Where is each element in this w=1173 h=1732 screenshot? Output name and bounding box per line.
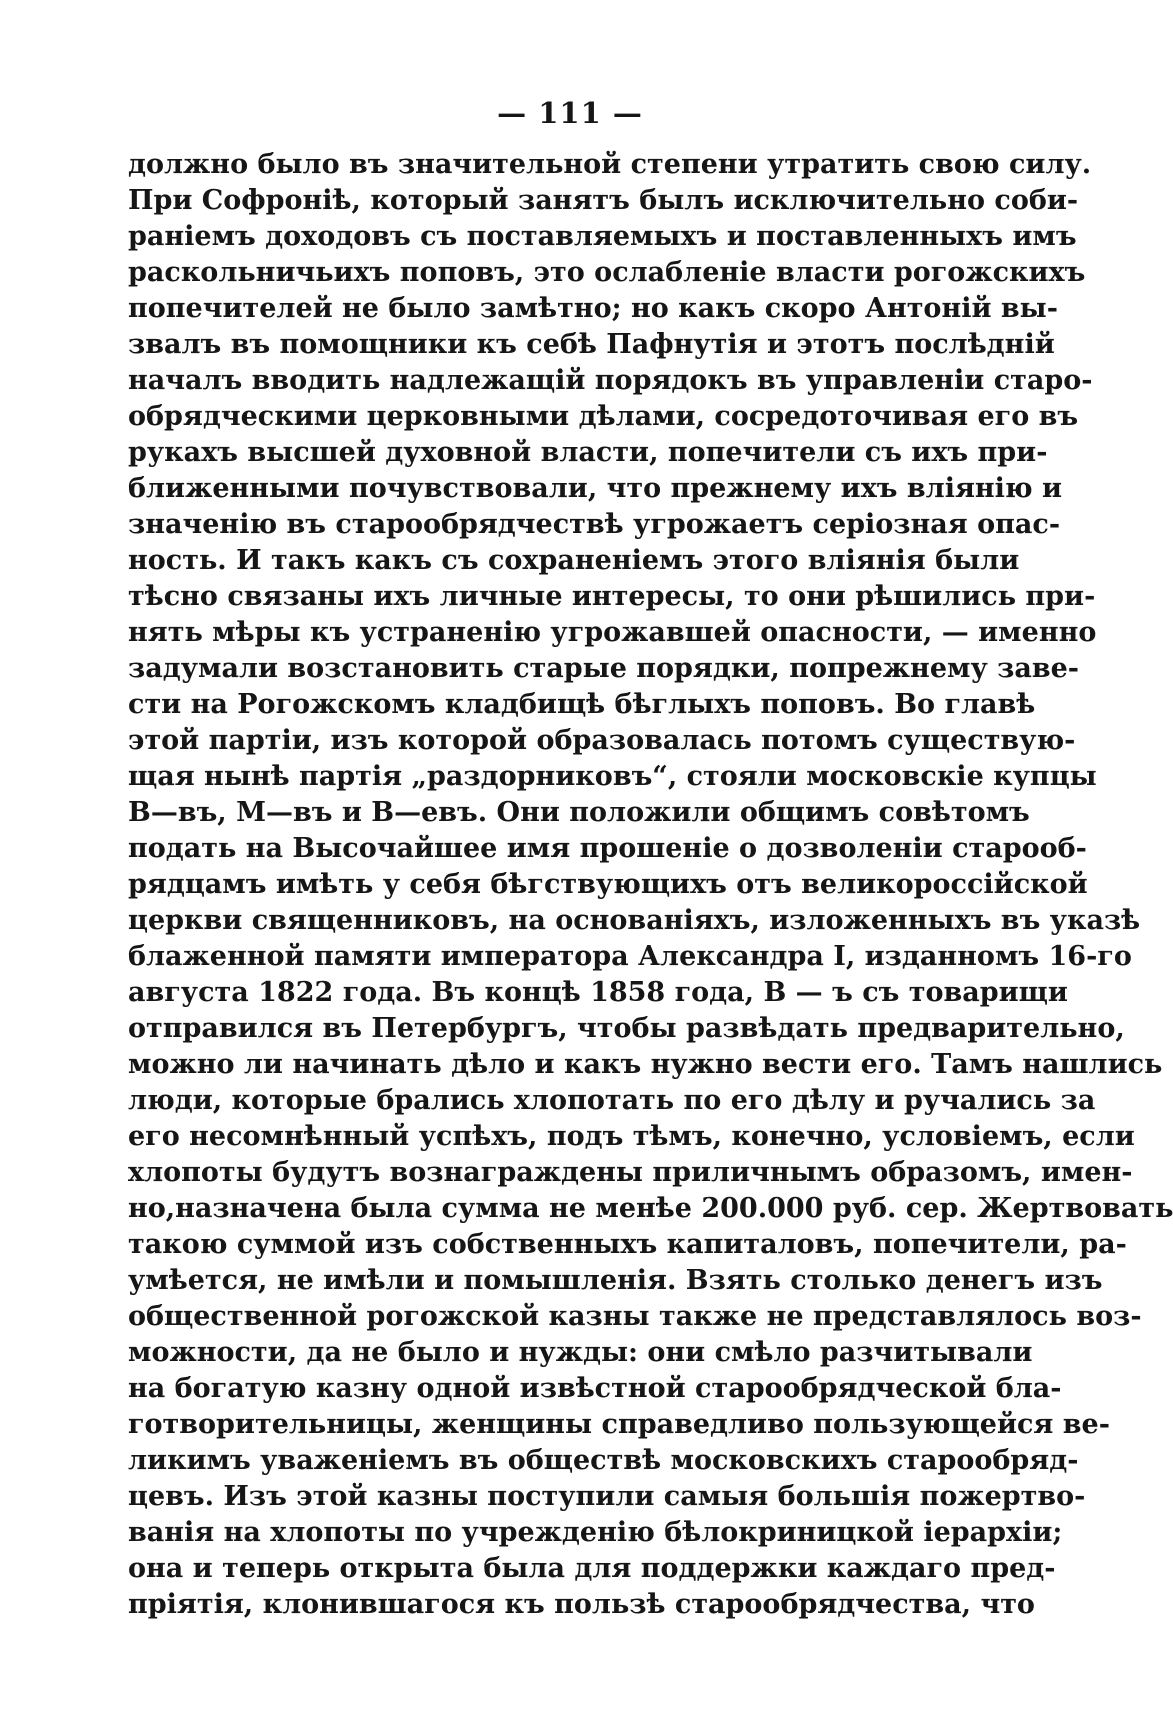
text-line: этой партіи, изъ которой образовалась потомъ существую- (128, 725, 1076, 756)
page-number: — 111 — (497, 96, 643, 130)
text-line: его несомнѣнный успѣхъ, подъ тѣмъ, конечно, условіемъ, если (128, 1121, 1135, 1152)
text-line: но,назначена была сумма не менѣе 200.000 руб. сер. Жертвовать (128, 1193, 1173, 1224)
text-line: она и теперь открыта была для поддержки каждаго пред- (128, 1553, 1056, 1584)
text-line: ближенными почувствовали, что прежнему ихъ вліянію и (128, 473, 1063, 504)
text-line: сти на Рогожскомъ кладбищѣ бѣглыхъ поповъ. Во главѣ (128, 689, 1036, 720)
text-line: блаженной памяти императора Александра I, изданномъ 16-го (128, 941, 1132, 972)
text-line: рядцамъ имѣть у себя бѣгствующихъ отъ великороссійской (128, 869, 1088, 900)
text-line: попечителей не было замѣтно; но какъ скоро Антоній вы- (128, 293, 1058, 324)
text-line: отправился въ Петербургъ, чтобы развѣдать предварительно, (128, 1013, 1125, 1044)
text-line: раніемъ доходовъ съ поставляемыхъ и поставленныхъ имъ (128, 221, 1077, 252)
text-line: началъ вводить надлежащій порядокъ въ управленіи старо- (128, 365, 1093, 396)
text-line: умѣется, не имѣли и помышленія. Взять столько денегъ изъ (128, 1265, 1103, 1296)
text-line: церкви священниковъ, на основаніяхъ, изложенныхъ въ указѣ (128, 905, 1141, 936)
text-line: В—въ, М—въ и В—евъ. Они положили общимъ совѣтомъ (128, 797, 1030, 828)
text-line: обрядческими церковными дѣлами, сосредоточивая его въ (128, 401, 1079, 432)
text-line: значенію въ старообрядчествѣ угрожаетъ серіозная опас- (128, 509, 1061, 540)
text-line: нять мѣры къ устраненію угрожавшей опасности, — именно (128, 617, 1097, 648)
text-line: должно было въ значительной степени утратить свою силу. (128, 149, 1092, 180)
text-line: ность. И такъ какъ съ сохраненіемъ этого вліянія были (128, 545, 1020, 576)
text-line: можно ли начинать дѣло и какъ нужно вести его. Тамъ нашлись (128, 1049, 1163, 1080)
text-line: хлопоты будутъ вознаграждены приличнымъ образомъ, имен- (128, 1157, 1133, 1188)
text-line: ликимъ уваженіемъ въ обществѣ московскихъ старообряд- (128, 1445, 1079, 1476)
text-line: задумали возстановить старые порядки, попрежнему заве- (128, 653, 1079, 684)
text-line: раскольничьихъ поповъ, это ослабленіе власти рогожскихъ (128, 257, 1086, 288)
text-line: рукахъ высшей духовной власти, попечители съ ихъ при- (128, 437, 1048, 468)
text-line: тѣсно связаны ихъ личные интересы, то они рѣшились при- (128, 581, 1096, 612)
text-line: такою суммой изъ собственныхъ капиталовъ, попечители, ра- (128, 1229, 1127, 1260)
text-line: августа 1822 года. Въ концѣ 1858 года, В — ъ съ товарищи (128, 977, 1068, 1008)
text-line: пріятія, клонившагося къ пользѣ старообрядчества, что (128, 1589, 1035, 1620)
text-line: люди, которые брались хлопотать по его дѣлу и ручались за (128, 1085, 1096, 1116)
text-line: общественной рогожской казны также не представлялось воз- (128, 1301, 1142, 1332)
text-line: звалъ въ помощники къ себѣ Пафнутія и этотъ послѣдній (128, 329, 1055, 360)
text-line: щая нынѣ партія „раздорниковъ“, стояли московскіе купцы (128, 761, 1097, 792)
text-line: цевъ. Изъ этой казны поступили самыя большія пожертво- (128, 1481, 1086, 1512)
text-line: можности, да не было и нужды: они смѣло разчитывали (128, 1337, 1033, 1368)
text-line: готворительницы, женщины справедливо пользующейся ве- (128, 1409, 1110, 1440)
text-line: на богатую казну одной извѣстной старообрядческой бла- (128, 1373, 1062, 1404)
text-line: ванія на хлопоты по учрежденію бѣлокриницкой іерархіи; (128, 1517, 1063, 1548)
text-line: подать на Высочайшее имя прошеніе о дозволеніи старооб- (128, 833, 1087, 864)
text-line: При Софроніѣ, который занятъ былъ исключительно соби- (128, 185, 1079, 216)
body-text (128, 147, 1173, 1623)
